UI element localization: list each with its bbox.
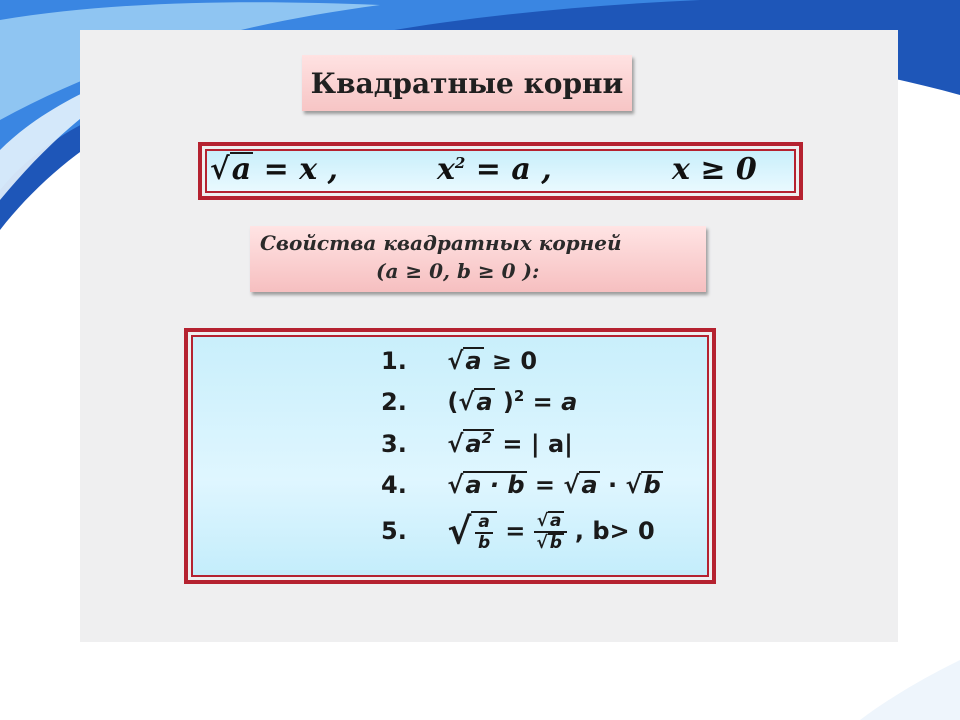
- property-equals: =: [526, 471, 564, 499]
- properties-title: Свойства квадратных корней: [260, 231, 622, 255]
- property-number: 5.: [381, 516, 407, 545]
- property-number: 2.: [381, 388, 407, 416]
- definition-exponent: 2: [454, 154, 466, 172]
- property-tail: ≥ 0: [483, 347, 538, 375]
- sqrt-symbol-icon: √: [625, 471, 642, 499]
- sqrt-symbol-icon: √: [458, 388, 475, 416]
- definition-square: [437, 152, 552, 187]
- property-radicand: a · b: [465, 471, 525, 499]
- property-exponent: 2: [481, 429, 493, 447]
- property-condition: , b> 0: [566, 516, 655, 545]
- property-item: [381, 429, 573, 458]
- definition-frame: [198, 142, 803, 200]
- property-item: [381, 471, 663, 499]
- definition-sqrt: [210, 152, 338, 187]
- properties-condition: (a ≥ 0, b ≥ 0 ):: [376, 259, 540, 283]
- property-number: 3.: [381, 430, 407, 458]
- property-item: [381, 387, 577, 416]
- property-number: 1.: [381, 347, 407, 375]
- property-close-paren: ): [494, 388, 514, 416]
- slide-content: [80, 30, 898, 642]
- definition-condition: x ≥ 0: [672, 152, 757, 187]
- property-fraction: [475, 513, 492, 552]
- definition-x: x: [437, 152, 455, 187]
- fraction-denominator: b: [478, 532, 491, 553]
- property-tail: = | a|: [494, 430, 573, 458]
- property-tail: = a: [524, 388, 578, 416]
- fraction-denominator: √ b: [536, 532, 562, 553]
- properties-frame: [184, 328, 716, 584]
- definition-radicand: a: [231, 152, 252, 187]
- property-item: [381, 347, 537, 375]
- property-number: 4.: [381, 471, 407, 499]
- property-fraction: [534, 511, 567, 553]
- property-fraction-radical: [471, 511, 496, 552]
- definition-formula: [205, 149, 796, 193]
- property-item: [381, 511, 655, 553]
- sqrt-symbol-icon: √: [210, 152, 230, 187]
- property-radicand: [463, 429, 494, 457]
- property-radicand: b: [643, 471, 661, 499]
- sqrt-symbol-icon: √: [447, 511, 472, 553]
- sqrt-symbol-icon: √: [563, 471, 580, 499]
- property-radicand: b: [549, 532, 562, 553]
- sqrt-symbol-icon: √: [447, 347, 464, 375]
- property-equals: =: [496, 516, 534, 545]
- property-radicand: a: [465, 347, 482, 375]
- sqrt-symbol-icon: √: [447, 471, 464, 499]
- property-radicand: a: [550, 511, 562, 531]
- sqrt-symbol-icon: √: [447, 430, 464, 458]
- slide-title: Квадратные корни: [302, 55, 632, 111]
- properties-list: [191, 335, 709, 577]
- fraction-numerator: a: [475, 513, 492, 534]
- property-exponent: 2: [513, 387, 525, 405]
- property-radicand-base: a: [465, 430, 482, 458]
- definition-part1-rest: = x ,: [253, 152, 338, 187]
- fraction-numerator: √ a: [534, 511, 567, 533]
- properties-header: [250, 226, 706, 292]
- property-radicand: a: [476, 388, 493, 416]
- property-dot: ·: [599, 471, 626, 499]
- property-open-paren: (: [447, 388, 459, 416]
- property-radicand: a: [581, 471, 598, 499]
- definition-part2-rest: = a ,: [465, 152, 552, 187]
